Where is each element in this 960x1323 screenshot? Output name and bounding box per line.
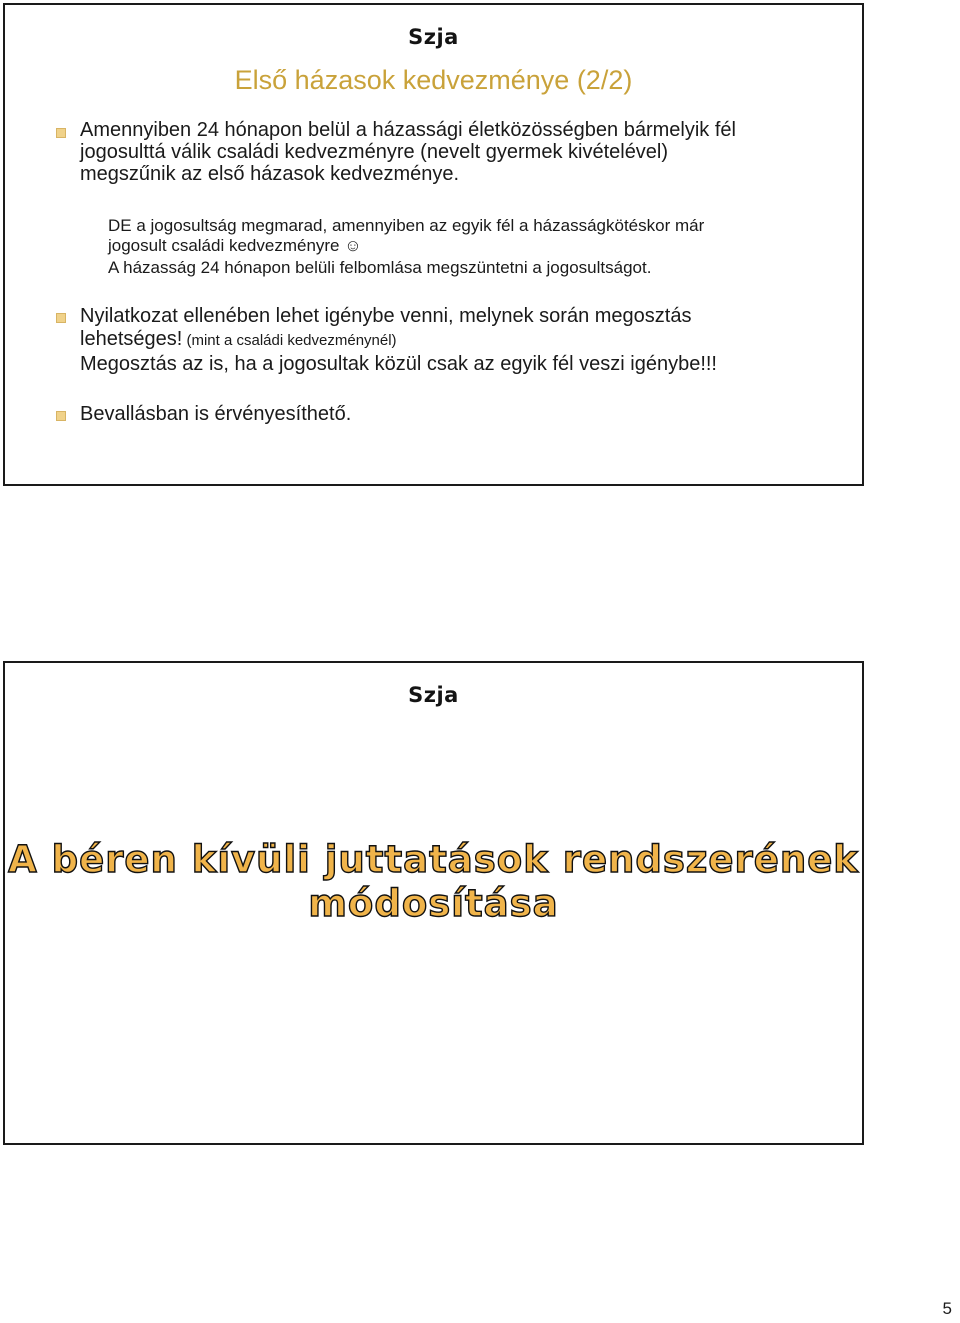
sub-paragraph-line-3: A házasság 24 hónapon belüli felbomlása megszüntetni a jogosultságot. bbox=[108, 258, 652, 277]
bullet-2-line-2-main: lehetséges! bbox=[80, 328, 183, 350]
bullet-2-line-3: Megosztás az is, ha a jogosultak közül csak az egyik fél veszi igénybe!!! bbox=[80, 353, 717, 375]
bullet-2-line-2 bbox=[80, 328, 397, 352]
slide-2 bbox=[3, 661, 864, 1145]
slide-1 bbox=[3, 3, 864, 486]
bullet-square-icon bbox=[56, 313, 66, 323]
sub-paragraph-line-2: jogosult családi kedvezményre ☺ bbox=[108, 236, 362, 255]
slide-title: Első házasok kedvezménye (2/2) bbox=[234, 65, 633, 95]
slide-header-label: Szja bbox=[408, 683, 459, 707]
section-title-line-2: módosítása bbox=[308, 882, 559, 925]
bullet-2-line-2-note: (mint a családi kedvezménynél) bbox=[182, 332, 397, 349]
bullet-1-line-3: megszűnik az első házasok kedvezménye. bbox=[80, 163, 460, 185]
bullet-2-line-1: Nyilatkozat ellenében lehet igénybe venni, melynek során megosztás bbox=[80, 305, 692, 327]
bullet-square-icon bbox=[56, 128, 66, 138]
bullet-3: Bevallásban is érvényesíthető. bbox=[80, 403, 352, 425]
page-number: 5 bbox=[942, 1299, 952, 1318]
bullet-square-icon bbox=[56, 411, 66, 421]
bullet-1-line-1: Amennyiben 24 hónapon belül a házassági életközösségben bármelyik fél bbox=[80, 119, 736, 141]
section-title-line-1: A béren kívüli juttatások rendszerének bbox=[8, 838, 859, 881]
slide-header-label: Szja bbox=[408, 25, 459, 49]
sub-paragraph-line-1: DE a jogosultság megmarad, amennyiben az egyik fél a házasságkötéskor már bbox=[108, 216, 705, 235]
bullet-1-line-2: jogosulttá válik családi kedvezményre (nevelt gyermek kivételével) bbox=[80, 141, 669, 163]
